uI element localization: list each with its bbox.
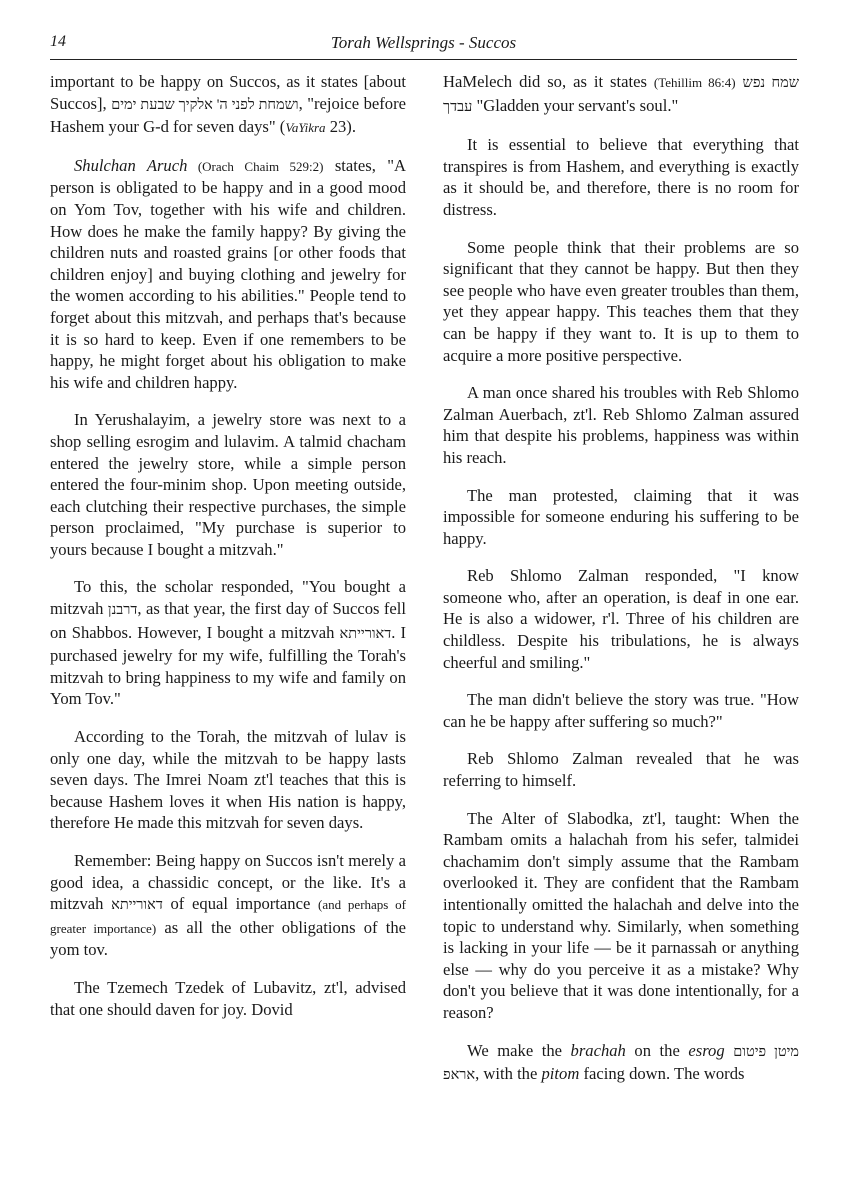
paragraph: The Alter of Slabodka, zt'l, taught: When the Rambam omits a halachah from his sefer, talmidei chachamim don't simply assume that the Rambam overlooked it. They are confident that the Rambam intentionally omitted the halachah and delve into the topic to understand why. Similarly, when something is lacking in your life — be it parnassah or anything else — why do you perceive it as a mistake? Why don't you believe that it was done intentionally, for a reason?: [443, 808, 799, 1022]
hebrew-text: ושמחת לפני ה' אלקיך שבעת ימים: [111, 96, 299, 113]
hebrew-text: מיטן פיטום אראפ: [443, 1043, 799, 1084]
paragraph: The Tzemech Tzedek of Lubavitz, zt'l, advised that one should daven for joy. Dovid: [50, 977, 406, 1019]
paragraph: Some people think that their problems are so significant that they cannot be happy. But then they see people who have even greater troubles than them, yet they appear happy. This teaches them that they can be happy if they want to. It is up to them to acquire a more positive perspective.: [443, 237, 799, 365]
running-title: Torah Wellsprings - Succos: [330, 33, 517, 52]
paragraph: To this, the scholar responded, "You bought a mitzvah דרבנן, as that year, the first day of Succos fell on Shabbos. However, I bought a mitzvah דאורייתא. I purchased jewelry for my wife, fulfilling the Torah's mitzvah to bring happiness to my wife and family on Yom Tov.": [50, 577, 406, 709]
source-title: Shulchan Aruch: [74, 155, 188, 175]
paragraph: Reb Shlomo Zalman responded, "I know someone who, after an operation, is deaf in one ear. He is also a widower, r'l. Three of his children are childless. Despite his tribulations, he is always cheerful and smiling.": [443, 566, 799, 672]
hebrew-text: דאורייתא: [339, 625, 392, 642]
paragraph: According to the Torah, the mitzvah of lulav is only one day, while the mitzvah to be happy lasts seven days. The Imrei Noam zt'l teaches that this is because Hashem loves it when His nation is happy, therefore He made this mitzvah for seven days.: [50, 727, 406, 833]
paragraph: We make the brachah on the esrog מיטן פיטום אראפ, with the pitom facing down. The words: [443, 1040, 799, 1084]
paragraph: Shulchan Aruch (Orach Chaim 529:2) states, "A person is obligated to be happy and in a good mood on Yom Tov, together with his wife and children. How does he make the family happy? By giving the children nuts and roasted grains [or other foods that children enjoy] and buying clothing and jewelry for the women according to his abilities." People tend to forget about this mitzvah, and perhaps that's because it is so hard to keep. Even if one remembers to be happy, he might forget about his obligation to make his wife and children happy.: [50, 155, 406, 392]
paragraph: Remember: Being happy on Succos isn't merely a good idea, a chassidic concept, or the like. It's a mitzvah דאורייתא of equal importance (and perhaps of greater importance) as all the other obligations of the yom tov.: [50, 851, 406, 960]
page-header: [50, 31, 797, 60]
paragraph: It is essential to believe that everything that transpires is from Hashem, and everything is exactly as it should be, and therefore, there is no room for distress.: [443, 135, 799, 219]
hebrew-text: שמח נפש עבדך: [443, 75, 800, 115]
hebrew-text: דאורייתא: [111, 897, 163, 914]
paragraph: A man once shared his troubles with Reb Shlomo Zalman Auerbach, zt'l. Reb Shlomo Zalman assured him that despite his problems, happiness was within his reach.: [443, 383, 799, 467]
paragraph: Reb Shlomo Zalman revealed that he was referring to himself.: [443, 749, 799, 791]
page-number: 14: [50, 33, 66, 50]
paragraph: In Yerushalayim, a jewelry store was next to a shop selling esrogim and lulavim. A talmid chacham entered the jewelry store, while a simple person entered the four-minim shop. Upon meeting outside, each clutching their respective purchases, the simple person proclaimed, "My purchase is superior to yours because I bought a mitzvah.": [50, 410, 406, 559]
left-column: [50, 71, 406, 1036]
paragraph: HaMelech did so, as it states (Tehillim 86:4) שמח נפש עבדך "Gladden your servant's soul.": [443, 72, 800, 115]
right-column: [443, 71, 799, 1103]
paragraph: The man protested, claiming that it was impossible for someone enduring his suffering to be happy.: [443, 485, 799, 548]
source-ref: (Tehillim 86:4): [653, 75, 736, 90]
paragraph: important to be happy on Succos, as it states [about Succos], ושמחת לפני ה' אלקיך שבעת ימים, "rejoice before Hashem your G-d for seven days" (VaYikra 23).: [50, 72, 406, 137]
hebrew-text: דרבנן: [107, 602, 138, 619]
source-ref: (Orach Chaim 529:2): [187, 158, 324, 174]
paragraph: The man didn't believe the story was true. "How can he be happy after suffering so much?": [443, 690, 799, 731]
